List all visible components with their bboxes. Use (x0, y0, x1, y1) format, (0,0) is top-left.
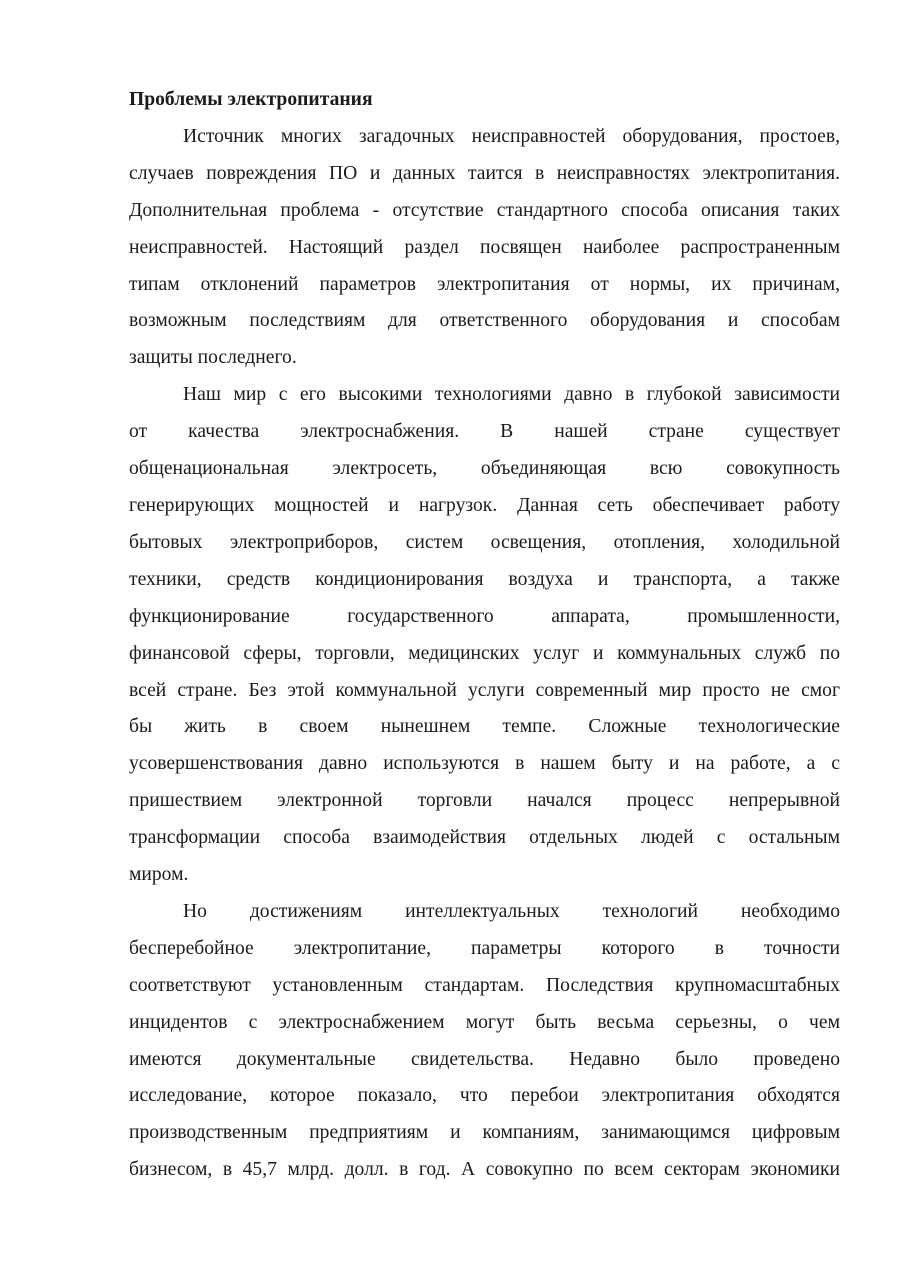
text-line: Дополнительная проблема - отсутствие стандартного способа описания таких (129, 199, 840, 221)
text-line: бизнесом, в 45,7 млрд. долл. в год. А совокупно по всем секторам экономики (129, 1159, 840, 1181)
text-line: Источник многих загадочных неисправностей оборудования, простоев, (183, 125, 840, 147)
text-line: усовершенствования давно используются в нашем быту и на работе, а с (129, 753, 840, 775)
text-line: функционирование государственного аппарата, промышленности, (129, 605, 840, 627)
text-line: трансформации способа взаимодействия отдельных людей с остальным (129, 827, 840, 849)
text-line: случаев повреждения ПО и данных таится в неисправностях электропитания. (129, 162, 840, 184)
text-line: генерирующих мощностей и нагрузок. Данная сеть обеспечивает работу (129, 494, 840, 516)
paragraph-2 (129, 377, 840, 894)
text-line: от качества электроснабжения. В нашей стране существует (129, 421, 840, 443)
document-page (129, 82, 840, 1189)
text-line: бесперебойное электропитание, параметры которого в точности (129, 937, 840, 959)
text-line: защиты последнего. (129, 347, 297, 369)
text-line: имеются документальные свидетельства. Недавно было проведено (129, 1048, 840, 1070)
text-line: соответствуют установленным стандартам. Последствия крупномасштабных (129, 974, 840, 996)
paragraph-1 (129, 119, 840, 377)
text-line: исследование, которое показало, что перебои электропитания обходятся (129, 1085, 840, 1107)
paragraph-3 (129, 894, 840, 1189)
text-line: техники, средств кондиционирования воздуха и транспорта, а также (129, 568, 840, 590)
text-line: производственным предприятиям и компаниям, занимающимся цифровым (129, 1122, 840, 1144)
text-line: пришествием электронной торговли начался процесс непрерывной (129, 790, 840, 812)
text-line: бытовых электроприборов, систем освещения, отопления, холодильной (129, 531, 840, 553)
text-line: Наш мир с его высокими технологиями давно в глубокой зависимости (183, 384, 840, 406)
text-line: инцидентов с электроснабжением могут быть весьма серьезны, о чем (129, 1011, 840, 1033)
text-line: типам отклонений параметров электропитания от нормы, их причинам, (129, 273, 840, 295)
text-line: финансовой сферы, торговли, медицинских услуг и коммунальных служб по (129, 642, 840, 664)
text-line: бы жить в своем нынешнем темпе. Сложные технологические (129, 716, 840, 738)
text-line: всей стране. Без этой коммунальной услуги современный мир просто не смог (129, 679, 840, 701)
section-heading: Проблемы электропитания (129, 89, 373, 110)
text-line: возможным последствиям для ответственного оборудования и способам (129, 310, 840, 332)
text-line: Но достижениям интеллектуальных технологий необходимо (183, 900, 840, 922)
text-line: неисправностей. Настоящий раздел посвящен наиболее распространенным (129, 236, 840, 258)
text-line: миром. (129, 864, 189, 886)
text-line: общенациональная электросеть, объединяющая всю совокупность (129, 458, 840, 480)
